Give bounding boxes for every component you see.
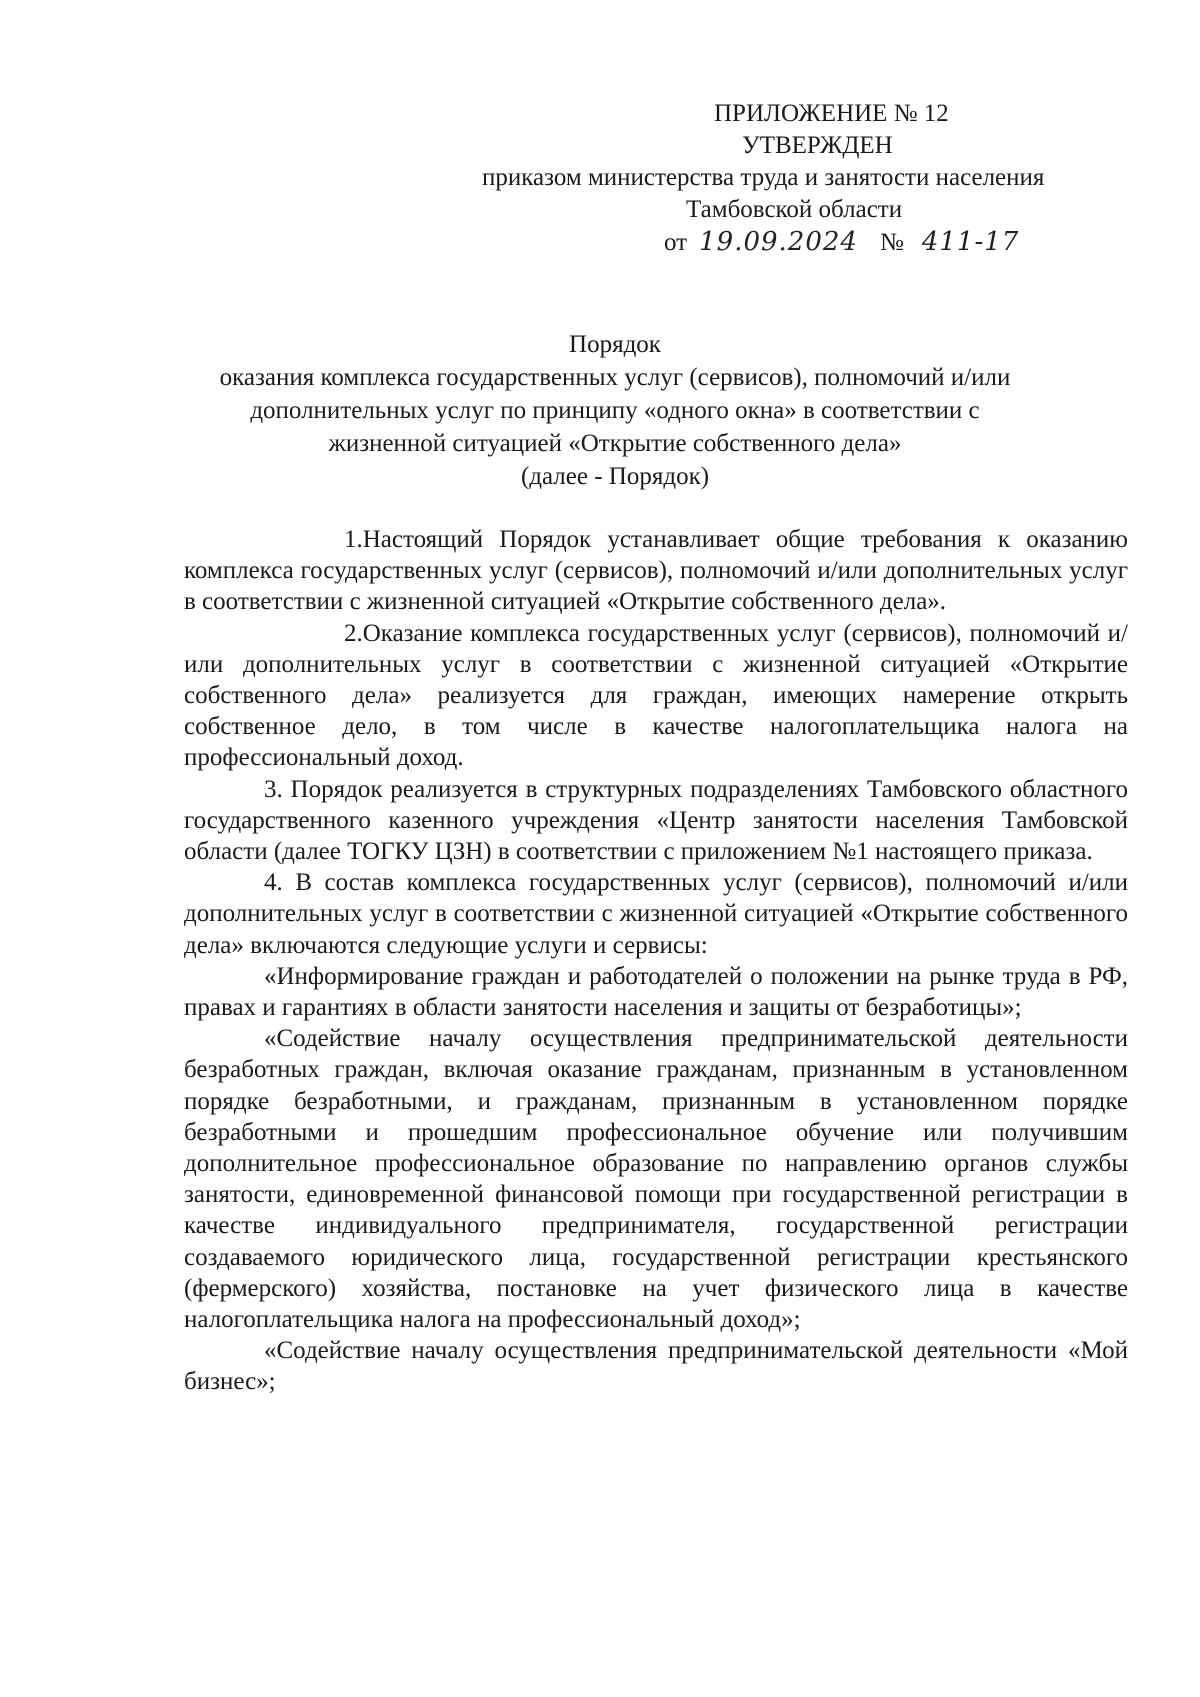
approval-header bbox=[470, 98, 1130, 259]
paragraph-1 bbox=[184, 524, 1128, 618]
service-item-3: «Содействие началу осуществления предпринимательской деятельности «Мой бизнес»; bbox=[184, 1337, 1128, 1396]
title-line-4: жизненной ситуацией «Открытие собственного дела» bbox=[328, 430, 902, 457]
title-line-3: дополнительных услуг по принципу «одного окна» в соответствии с bbox=[250, 397, 980, 424]
paragraph-2-text: Оказание комплекса государственных услуг (сервисов), полномочий и/или дополнительных услуг в соответствии с жизненной ситуацией «Открытие собственного дела» реализуется для граждан, имеющих намерение открыть собственное дело, в том числе в качестве налогоплательщика налога на профессиональный доход. bbox=[184, 619, 1128, 772]
document-body bbox=[184, 524, 1128, 1398]
order-line: приказом министерства труда и занятости населения bbox=[482, 164, 1045, 191]
title-line-2: оказания комплекса государственных услуг (сервисов), полномочий и/или bbox=[219, 364, 1011, 391]
order-date-line bbox=[470, 226, 1130, 259]
date-prefix: от bbox=[664, 229, 688, 256]
document-title bbox=[150, 328, 1080, 493]
approved-label: УТВЕРЖДЕН bbox=[742, 132, 893, 159]
handwritten-date: 19.09.2024 bbox=[699, 227, 858, 257]
paragraph-1-number: 1. bbox=[344, 526, 363, 553]
paragraph-2 bbox=[184, 618, 1128, 774]
service-item-1: «Информирование граждан и работодателей о положении на рынке труда в РФ, правах и гарантиях в области занятости населения и защиты от безработицы»; bbox=[184, 962, 1128, 1022]
paragraph-4: 4. В состав комплекса государственных услуг (сервисов), полномочий и/или дополнительных услуг в соответствии с жизненной ситуацией «Открытие собственного дела» включаются следующие услуги и сервисы: bbox=[184, 869, 1128, 959]
paragraph-3: 3. Порядок реализуется в структурных подразделениях Тамбовского областного государственного казенного учреждения «Центр занятости населения Тамбовской области (далее ТОГКУ ЦЗН) в соответствии с приложением №1 настоящего приказа. bbox=[184, 775, 1128, 866]
handwritten-number: 411-17 bbox=[921, 227, 1020, 257]
paragraph-2-number: 2. bbox=[344, 619, 363, 647]
paragraph-1-text: Настоящий Порядок устанавливает общие требования к оказанию комплекса государственных услуг (сервисов), полномочий и/или дополнительных услуг в соответствии с жизненной ситуацией «Открытие собственного дела». bbox=[184, 526, 1128, 616]
title-line-5: (далее - Порядок) bbox=[520, 463, 710, 490]
title-line-1: Порядок bbox=[569, 331, 661, 358]
service-item-2: «Содействие началу осуществления предпринимательской деятельности безработных граждан, включая оказание гражданам, признанным в установленном порядке безработными, и гражданам, признанным в установленном порядке безработными и прошедшим профессиональное обучение или получившим дополнительное профессиональное образование по направлению органов службы занятости, единовременной финансовой помощи при государственной регистрации в качестве индивидуального предпринимателя, государственной регистрации создаваемого юридического лица, государственной регистрации крестьянского (фермерского) хозяйства, постановке на учет физического лица в качестве налогоплательщика налога на профессиональный доход»; bbox=[184, 1025, 1128, 1334]
region-line: Тамбовской области bbox=[686, 196, 903, 223]
appendix-number: ПРИЛОЖЕНИЕ № 12 bbox=[714, 100, 949, 127]
number-prefix: № bbox=[879, 229, 904, 256]
